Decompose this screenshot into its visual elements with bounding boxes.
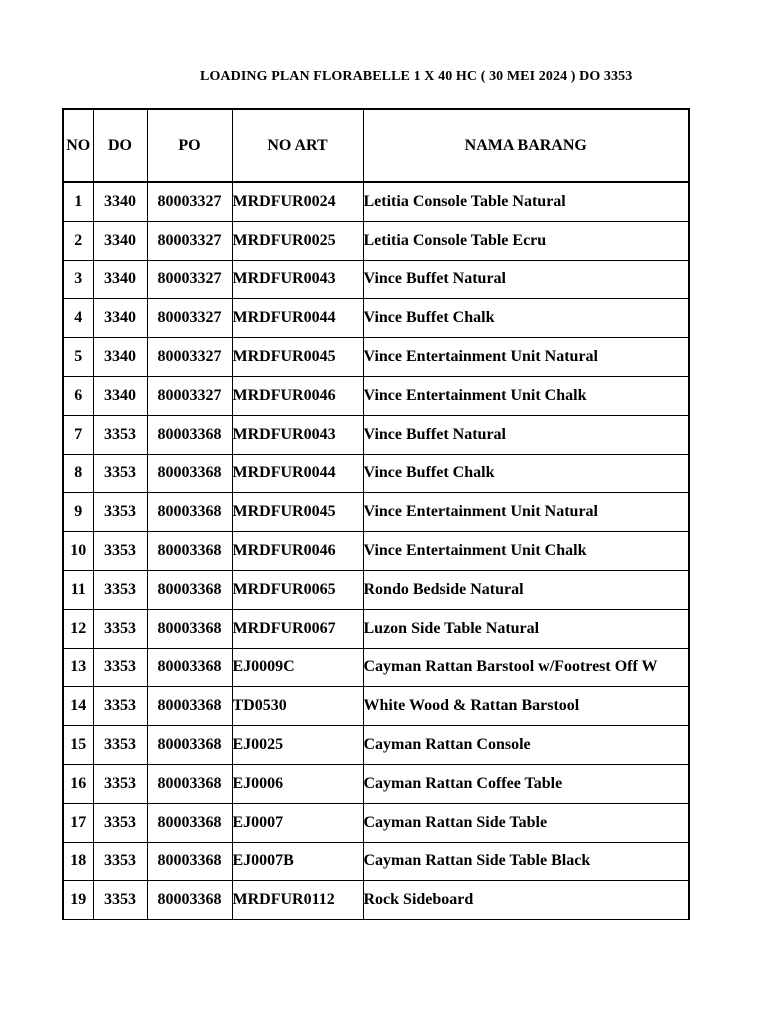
cell-no-art: EJ0006	[232, 764, 363, 803]
cell-nama-barang: Cayman Rattan Console	[363, 726, 689, 765]
cell-no: 1	[63, 182, 93, 221]
cell-nama-barang: Vince Buffet Chalk	[363, 299, 689, 338]
cell-no-art: MRDFUR0024	[232, 182, 363, 221]
cell-no: 10	[63, 532, 93, 571]
cell-no-art: MRDFUR0044	[232, 454, 363, 493]
table-row	[63, 609, 689, 648]
cell-no: 3	[63, 260, 93, 299]
cell-do: 3353	[93, 881, 147, 920]
table-row	[63, 454, 689, 493]
cell-do: 3353	[93, 803, 147, 842]
cell-nama-barang: Cayman Rattan Barstool w/Footrest Off W	[363, 648, 689, 687]
cell-po: 80003368	[147, 881, 232, 920]
cell-do: 3353	[93, 493, 147, 532]
cell-po: 80003327	[147, 376, 232, 415]
cell-do: 3353	[93, 454, 147, 493]
table-row	[63, 376, 689, 415]
header-no-art: NO ART	[232, 109, 363, 182]
table-row	[63, 260, 689, 299]
cell-nama-barang: Rondo Bedside Natural	[363, 570, 689, 609]
cell-po: 80003368	[147, 726, 232, 765]
table-row	[63, 687, 689, 726]
cell-do: 3340	[93, 376, 147, 415]
cell-nama-barang: Vince Entertainment Unit Natural	[363, 493, 689, 532]
header-po: PO	[147, 109, 232, 182]
cell-po: 80003368	[147, 842, 232, 881]
cell-po: 80003327	[147, 260, 232, 299]
cell-no-art: MRDFUR0043	[232, 260, 363, 299]
cell-do: 3353	[93, 609, 147, 648]
cell-po: 80003327	[147, 221, 232, 260]
cell-no: 17	[63, 803, 93, 842]
cell-no: 12	[63, 609, 93, 648]
cell-no: 9	[63, 493, 93, 532]
cell-nama-barang: Vince Buffet Natural	[363, 260, 689, 299]
cell-po: 80003368	[147, 454, 232, 493]
cell-no-art: MRDFUR0112	[232, 881, 363, 920]
cell-no-art: TD0530	[232, 687, 363, 726]
cell-do: 3353	[93, 764, 147, 803]
table-row	[63, 803, 689, 842]
cell-do: 3340	[93, 221, 147, 260]
cell-no-art: MRDFUR0067	[232, 609, 363, 648]
cell-no: 16	[63, 764, 93, 803]
cell-no: 4	[63, 299, 93, 338]
cell-do: 3340	[93, 299, 147, 338]
cell-nama-barang: Vince Buffet Natural	[363, 415, 689, 454]
cell-do: 3353	[93, 648, 147, 687]
table-row	[63, 881, 689, 920]
table-row	[63, 532, 689, 571]
cell-no: 6	[63, 376, 93, 415]
cell-no: 7	[63, 415, 93, 454]
cell-po: 80003368	[147, 493, 232, 532]
table-row	[63, 415, 689, 454]
cell-nama-barang: Letitia Console Table Natural	[363, 182, 689, 221]
cell-no-art: MRDFUR0065	[232, 570, 363, 609]
cell-po: 80003327	[147, 299, 232, 338]
cell-no-art: EJ0025	[232, 726, 363, 765]
cell-do: 3340	[93, 260, 147, 299]
loading-plan-table	[62, 108, 690, 920]
cell-no: 14	[63, 687, 93, 726]
cell-nama-barang: White Wood & Rattan Barstool	[363, 687, 689, 726]
cell-no: 11	[63, 570, 93, 609]
table-row	[63, 182, 689, 221]
cell-no-art: EJ0009C	[232, 648, 363, 687]
cell-no: 8	[63, 454, 93, 493]
table-row	[63, 570, 689, 609]
table-row	[63, 648, 689, 687]
cell-nama-barang: Rock Sideboard	[363, 881, 689, 920]
cell-nama-barang: Vince Entertainment Unit Chalk	[363, 376, 689, 415]
table-row	[63, 299, 689, 338]
cell-nama-barang: Luzon Side Table Natural	[363, 609, 689, 648]
cell-po: 80003368	[147, 532, 232, 571]
cell-nama-barang: Cayman Rattan Side Table	[363, 803, 689, 842]
table-row	[63, 338, 689, 377]
cell-no: 15	[63, 726, 93, 765]
cell-no-art: MRDFUR0025	[232, 221, 363, 260]
cell-no: 5	[63, 338, 93, 377]
cell-no: 13	[63, 648, 93, 687]
cell-nama-barang: Vince Entertainment Unit Chalk	[363, 532, 689, 571]
cell-no-art: MRDFUR0045	[232, 493, 363, 532]
cell-po: 80003368	[147, 609, 232, 648]
cell-no: 2	[63, 221, 93, 260]
cell-do: 3353	[93, 687, 147, 726]
cell-no-art: MRDFUR0044	[232, 299, 363, 338]
cell-do: 3340	[93, 182, 147, 221]
header-do: DO	[93, 109, 147, 182]
cell-po: 80003368	[147, 570, 232, 609]
cell-nama-barang: Cayman Rattan Side Table Black	[363, 842, 689, 881]
cell-po: 80003327	[147, 338, 232, 377]
table-body	[63, 182, 689, 920]
cell-nama-barang: Vince Buffet Chalk	[363, 454, 689, 493]
cell-no-art: MRDFUR0046	[232, 532, 363, 571]
header-nama-barang: NAMA BARANG	[363, 109, 689, 182]
cell-no-art: MRDFUR0043	[232, 415, 363, 454]
cell-do: 3353	[93, 726, 147, 765]
table-row	[63, 726, 689, 765]
cell-do: 3353	[93, 570, 147, 609]
cell-nama-barang: Letitia Console Table Ecru	[363, 221, 689, 260]
cell-nama-barang: Cayman Rattan Coffee Table	[363, 764, 689, 803]
cell-po: 80003368	[147, 687, 232, 726]
table-row	[63, 764, 689, 803]
table-row	[63, 493, 689, 532]
cell-no-art: MRDFUR0045	[232, 338, 363, 377]
cell-po: 80003368	[147, 648, 232, 687]
cell-do: 3353	[93, 842, 147, 881]
table-row	[63, 842, 689, 881]
cell-no: 19	[63, 881, 93, 920]
cell-no-art: EJ0007	[232, 803, 363, 842]
cell-po: 80003327	[147, 182, 232, 221]
cell-do: 3353	[93, 532, 147, 571]
cell-no-art: MRDFUR0046	[232, 376, 363, 415]
header-no: NO	[63, 109, 93, 182]
table-row	[63, 221, 689, 260]
table-header-row	[63, 109, 689, 182]
cell-no: 18	[63, 842, 93, 881]
cell-po: 80003368	[147, 764, 232, 803]
page-title: LOADING PLAN FLORABELLE 1 X 40 HC ( 30 MEI 2024 ) DO 3353	[200, 69, 633, 84]
cell-po: 80003368	[147, 415, 232, 454]
cell-do: 3340	[93, 338, 147, 377]
cell-do: 3353	[93, 415, 147, 454]
cell-po: 80003368	[147, 803, 232, 842]
cell-no-art: EJ0007B	[232, 842, 363, 881]
cell-nama-barang: Vince Entertainment Unit Natural	[363, 338, 689, 377]
